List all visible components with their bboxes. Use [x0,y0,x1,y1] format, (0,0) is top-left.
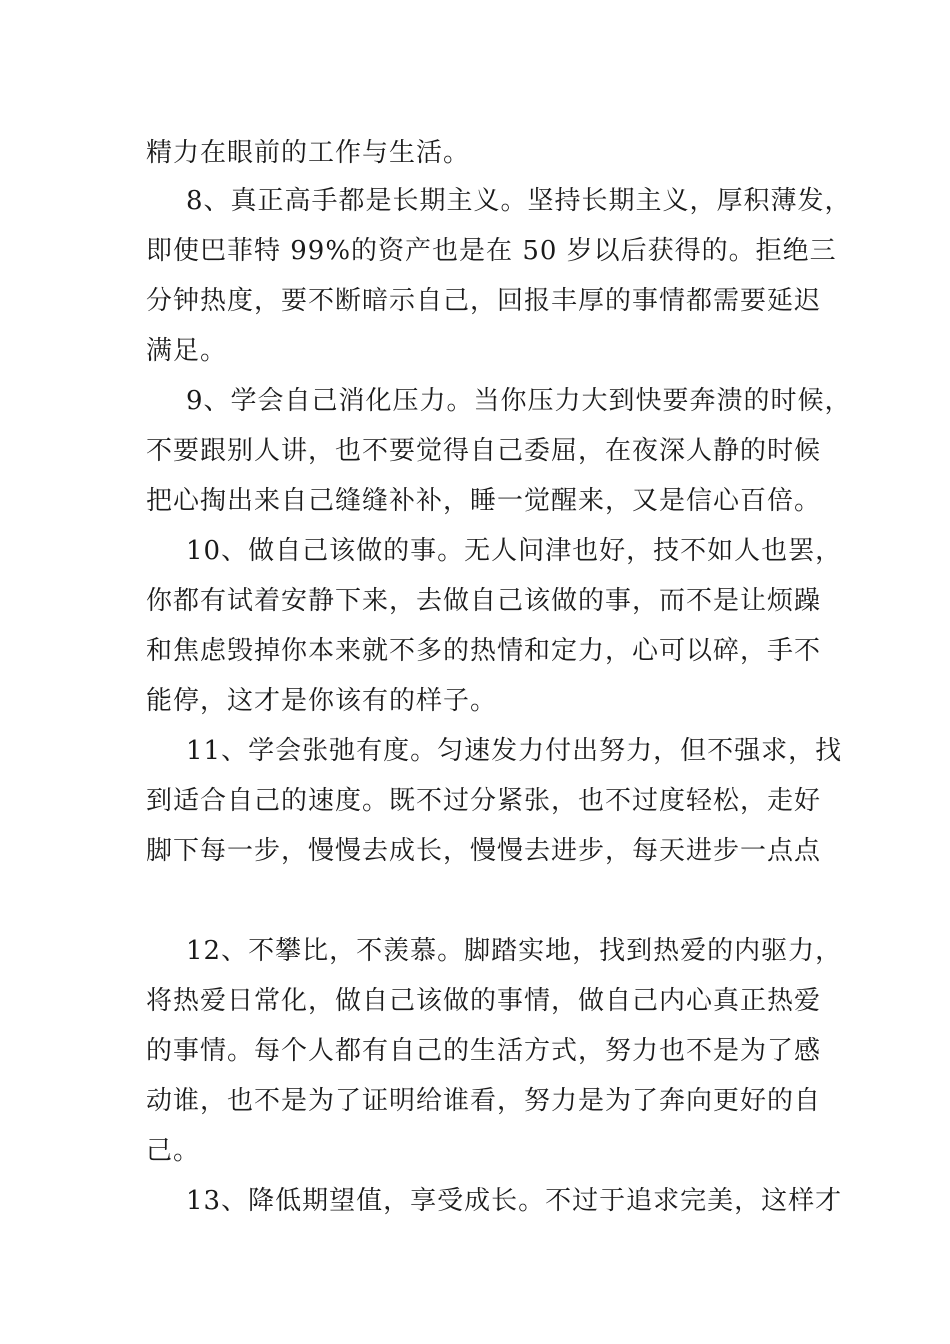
text-line: 的事情。每个人都有自己的生活方式，努力也不是为了感 [146,1036,822,1066]
paragraph-8-line: 8、真正高手都是长期主义。坚持长期主义，厚积薄发， [186,186,852,216]
text-line: 动谁，也不是为了证明给谁看，努力是为了奔向更好的自 [146,1086,822,1116]
text-line: 即使巴菲特 99%的资产也是在 50 岁以后获得的。拒绝三 [146,236,837,266]
text-line: 将热爱日常化，做自己该做的事情，做自己内心真正热爱 [146,986,822,1016]
text-line: 分钟热度，要不断暗示自己，回报丰厚的事情都需要延迟 [146,286,822,316]
text-line: 你都有试着安静下来，去做自己该做的事，而不是让烦躁 [146,586,822,616]
text-line: 到适合自己的速度。既不过分紧张，也不过度轻松，走好 [146,786,822,816]
text-line: 己。 [146,1136,201,1166]
paragraph-12-line: 12、不攀比，不羡慕。脚踏实地，找到热爱的内驱力， [186,936,843,966]
text-line: 脚下每一步，慢慢去成长，慢慢去进步，每天进步一点点 [146,836,822,866]
text-line: 能停，这才是你该有的样子。 [146,686,498,716]
text-line: 精力在眼前的工作与生活。 [146,138,471,168]
paragraph-9-line: 9、学会自己消化压力。当你压力大到快要奔溃的时候， [186,386,852,416]
text-line: 不要跟别人讲，也不要觉得自己委屈，在夜深人静的时候 [146,436,822,466]
text-line: 把心掏出来自己缝缝补补，睡一觉醒来，又是信心百倍。 [146,486,822,516]
text-line: 和焦虑毁掉你本来就不多的热情和定力，心可以碎，手不 [146,636,822,666]
text-line: 满足。 [146,336,228,366]
paragraph-11-line: 11、学会张弛有度。匀速发力付出努力，但不强求，找 [186,736,843,766]
paragraph-10-line: 10、做自己该做的事。无人问津也好，技不如人也罢， [186,536,843,566]
paragraph-13-line: 13、降低期望值，享受成长。不过于追求完美，这样才 [186,1186,843,1216]
